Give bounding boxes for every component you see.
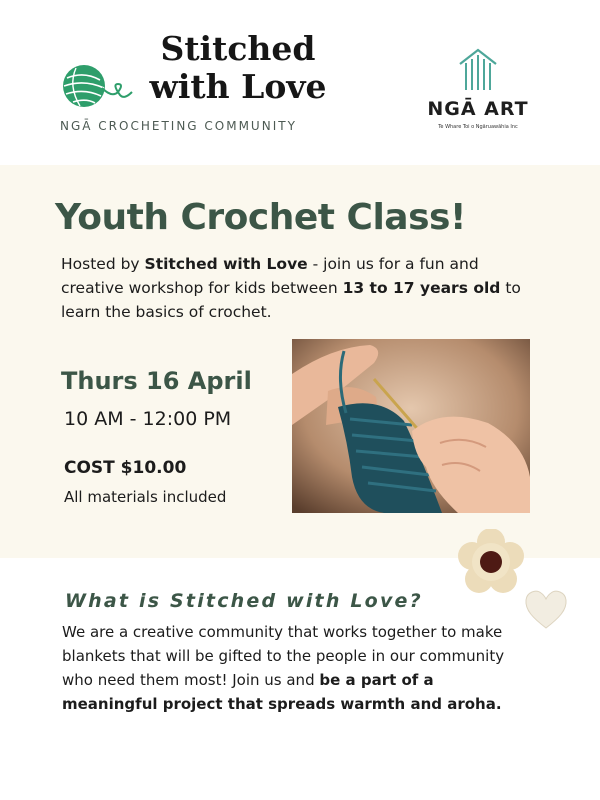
crochet-flower-icon [458,529,524,595]
event-materials-note: All materials included [64,488,227,506]
partner-name: NGĀ ART [427,98,529,120]
event-time: 10 AM - 12:00 PM [64,408,232,430]
intro-text-2: - join us for a fun and creative workshop for kids between [61,255,479,297]
yarn-ball-logo-icon [60,62,138,112]
brand-title-line1: Stitched [160,29,316,68]
intro-age-range: 13 to 17 years old [342,279,501,297]
about-text: We are a creative community that works together to make blankets that will be gifted to the people in our community who need them most! Join us and [62,623,505,689]
partner-tagline: Te Whare Toi o Ngāruawāhia Inc [438,124,518,130]
about-title: What is Stitched with Love? [65,590,423,612]
brand-title [138,30,338,106]
about-body [62,620,532,716]
event-title: Youth Crochet Class! [55,197,466,238]
nga-art-logo-icon [458,46,498,94]
event-intro [61,252,541,324]
header [0,0,600,165]
event-date: Thurs 16 April [61,367,252,395]
brand-subtitle: NGĀ CROCHETING COMMUNITY [60,119,297,133]
crochet-photo [292,339,530,513]
event-cost: COST $10.00 [64,458,187,478]
about-highlight: be a part of a meaningful project that spreads warmth and aroha. [62,671,502,713]
intro-host-name: Stitched with Love [144,255,308,273]
intro-text-1: Hosted by [61,255,145,273]
brand-title-line2: with Love [149,67,327,106]
intro-text-3: to learn the basics of crochet. [61,279,521,321]
